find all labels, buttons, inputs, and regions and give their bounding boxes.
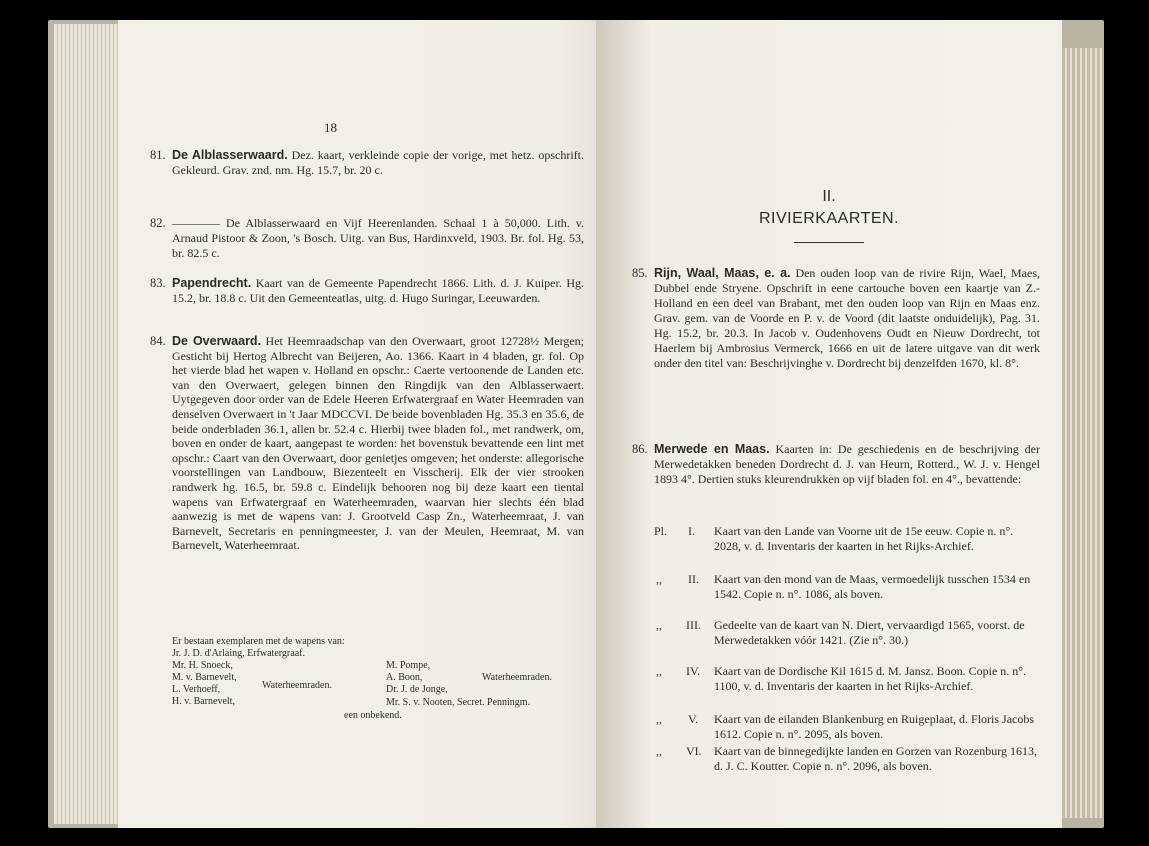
right-page-edges (1062, 48, 1102, 818)
entry-82 (172, 216, 584, 261)
plate-text: Kaart van de Dordische Kil 1615 d. M. Jansz. Boon. Copie n. n°. 1100, v. d. Inventaris der kaarten in het Rijks-Archief. (714, 664, 1027, 693)
plate-prefix: ,, (656, 572, 662, 586)
entry-title: De Overwaard. (172, 334, 262, 348)
entry-number: 83. (150, 276, 166, 290)
entry-number: 86. (632, 442, 648, 456)
entry-text: De Alblasserwaard en Vijf Heerenlanden. Schaal 1 à 50,000. Lith. v. Arnaud Pistoor & Zoon, 's Bosch. Uitg. van Bus, Hardinxveld, 1903. Br. fol. Hg. 53, br. 82.5 c. (172, 216, 585, 260)
left-page-edges (54, 24, 118, 824)
plate-text: Kaart van den mond van de Maas, vermoedelijk tusschen 1534 en 1542. Copie n. n°. 1086, als boven. (714, 572, 1031, 601)
entry-text: Het Heemraadschap van den Overwaart, groot 12728½ Mergen; Gesticht bij Hertog Albrecht van Beijeren, Ao. 1366. Kaart in 4 bladen, gr. fol. Op het vierde blad het wapen v. Holland en opschr.: Caerte vertoonende de Landen etc. van den Overwaert, gelegen binnen den Ringdijk van den Alblasserwaert. Uytgegeven door order van de Edele Heeren Erfwatergraaf en Water Heemraden van denselven Overwaert in 't Jaar MDCCVI. De beide bovenbladen Hg. 35.3 en 35.6, de beide onderbladen 36.1, allen br. 52.4 c. Hierbij twee bladen fol., met randwerk, om, boven en onder de kaart, aangepast te worden: het bovenstuk bevattende een lint met opschr.: Caart van den Overwaart, door genietjes omgeven; het onderste: allegorische voorstellingen van Landbouw, Biezenteelt en Visscherij. Elk der vier strooken randwerk hg. 16.5, br. 59.8 c. Eindelijk behooren nog bij deze kaart een tiental wapens van Erfwatergraaf en Waterheemraden, waarvan hier slechts één blad aanwezig is met de wapens van: J. Grootveld Casp Zn., Waterheemraat, J. van Barnevelt, Secretaris en penningmeester, J. van der Meulen, Heemraat, M. van Barnevelt, Waterheemraat. (172, 334, 585, 553)
entry-83 (172, 276, 584, 306)
entry-81 (172, 148, 584, 178)
plate-prefix: ,, (656, 744, 662, 758)
plate-text: Kaart van de eilanden Blankenburg en Ruigeplaat, d. Floris Jacobs 1612. Copie n. n°. 2095, als boven. (714, 712, 1035, 741)
note-label-2: Waterheemraden. (482, 672, 552, 683)
plate-text: Gedeelte van de kaart van N. Diert, vervaardigd 1565, voorst. de Merwedetakken vóór 1421. (Zie n°. 30.) (714, 618, 1025, 647)
note-intro: Er bestaan exemplaren met de wapens van: (172, 636, 345, 647)
note-name: Dr. J. de Jonge, (386, 684, 448, 695)
note-name: M. v. Barnevelt, (172, 672, 237, 683)
note-name: H. v. Barnevelt, (172, 696, 235, 707)
entry-85 (654, 266, 1040, 371)
entry-title: De Alblasserwaard. (172, 148, 288, 162)
section-number: II. (822, 188, 836, 205)
note-line: Jr. J. D. d'Arlaing, Erfwatergraaf. (172, 648, 305, 659)
plate-number: VI. (686, 744, 702, 758)
plate-number: II. (688, 572, 699, 586)
left-page (118, 20, 638, 828)
entry-title: Merwede en Maas. (654, 442, 770, 456)
entry-title: Rijn, Waal, Maas, e. a. (654, 266, 791, 280)
section-title: RIVIERKAARTEN. (758, 210, 900, 227)
plate-prefix: ,, (656, 618, 662, 632)
page-number: 18 (324, 120, 337, 135)
plate-number: IV. (686, 664, 701, 678)
plate-number: V. (688, 712, 699, 726)
plate-text: Kaart van den Lande van Voorne uit de 15e eeuw. Copie n. n°. 2028, v. d. Inventaris der kaarten in het Rijks-Archief. (714, 524, 1014, 553)
plate-text: Kaart van de binnegedijkte landen en Gorzen van Rozenburg 1613, d. J. C. Koutter. Copie n. n°. 2096, als boven. (714, 744, 1038, 773)
note-line: Mr. S. v. Nooten, Secret. Penningm. (386, 697, 531, 708)
plate-number: III. (686, 618, 701, 632)
entry-text: Dez. kaart, verkleinde copie der vorige, met hetz. opschrift. Gekleurd. Grav. znd. nm. Hg. 15.7, br. 20 c. (172, 148, 585, 177)
book-scan (48, 20, 1104, 828)
footnote (172, 636, 584, 660)
plate-prefix: ,, (656, 664, 662, 678)
entry-title: Papendrecht. (172, 276, 252, 290)
plate-prefix: Pl. (654, 524, 668, 538)
note-name: L. Verhoeff, (172, 684, 221, 695)
entry-text: Den ouden loop van de rivire Rijn, Wael, Maes, Dubbel ende Stryene. Opschrift in eene cartouche boven een kaartje van Z.-Holland en een deel van Brabant, met den ouden loop van Rijn en Maas enz. Grav. gem. van de Voorde en P. v. de Voord (dit laatste onduidelijk), Pag. 31. Hg. 15.2, br. 20.3. In Jacob v. Oudenhovens Oudt en Nieuw Dordrecht, tot Haerlem bij Ambrosius Vermerck, 1666 en uit de latere uitgave van dit werk onder den titel van: Beschrijvinghe v. Dordrecht bij denzelfden 1670, kl. 8°. (654, 266, 1041, 370)
plate-number: I. (688, 524, 695, 538)
entry-number: 84. (150, 334, 166, 348)
entry-text: Kaarten in: De geschiedenis en de beschrijving der Merwedetakken beneden Dordrecht d. J. van Heurn, Rotterd., W. J. v. Hengel 1893 4°. Dertien stuks kleurendrukken op vijf bladen fol. en 4°., bevattende: (654, 442, 1040, 486)
note-label-1: Waterheemraden. (262, 680, 332, 691)
entry-84 (172, 334, 584, 553)
entry-title: ———— (172, 216, 220, 230)
plate-prefix: ,, (656, 712, 662, 726)
right-page (596, 20, 1062, 828)
entry-number: 82. (150, 216, 166, 230)
note-name: Mr. H. Snoeck, (172, 660, 233, 671)
entry-number: 85. (632, 266, 648, 280)
entry-number: 81. (150, 148, 166, 162)
entry-text: Kaart van de Gemeente Papendrecht 1866. Lith. d. J. Kuiper. Hg. 15.2, br. 18.8 c. Uit den Gemeenteatlas, uitg. d. Hugo Suringar, Leeuwarden. (172, 276, 585, 305)
note-name: M. Pompe, (386, 660, 431, 671)
section-rule (794, 242, 864, 243)
entry-86 (654, 442, 1040, 487)
note-end: een onbekend. (344, 710, 402, 721)
note-name: A. Boon, (386, 672, 423, 683)
